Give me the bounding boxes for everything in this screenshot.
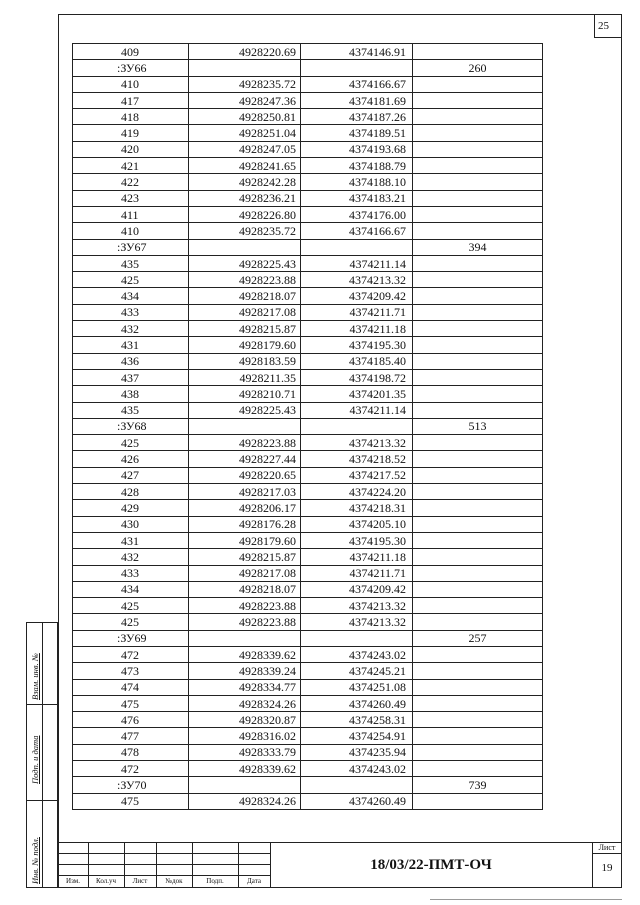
parcel-name: :ЗУ67 [73, 239, 189, 255]
table-row [73, 516, 543, 532]
point-id: 422 [73, 174, 189, 190]
table-row [73, 158, 543, 174]
coord-y: 4374211.18 [301, 321, 413, 337]
coord-x: 4928217.08 [189, 565, 301, 581]
cell-empty [413, 435, 543, 451]
coord-x: 4928339.62 [189, 761, 301, 777]
point-id: 426 [73, 451, 189, 467]
cell-empty [189, 777, 301, 793]
title-block-label: Изм. [66, 877, 80, 885]
coord-y: 4374195.30 [301, 337, 413, 353]
cell-empty [413, 679, 543, 695]
sheet-label: Лист [598, 843, 616, 852]
table-row [73, 141, 543, 157]
point-id: 409 [73, 44, 189, 60]
coord-x: 4928334.77 [189, 679, 301, 695]
point-id: 425 [73, 598, 189, 614]
coord-y: 4374181.69 [301, 92, 413, 108]
coord-y: 4374211.71 [301, 565, 413, 581]
title-block-label: Кол.уч [96, 877, 116, 885]
point-id: 433 [73, 565, 189, 581]
point-id: 410 [73, 76, 189, 92]
point-id: 419 [73, 125, 189, 141]
title-block-label: Лист [132, 877, 148, 885]
parcel-area: 257 [413, 630, 543, 646]
table-row [73, 369, 543, 385]
coord-x: 4928250.81 [189, 109, 301, 125]
point-id: 427 [73, 467, 189, 483]
coord-x: 4928235.72 [189, 223, 301, 239]
cell-empty [301, 239, 413, 255]
document-code: 18/03/22-ПМТ-ОЧ [370, 856, 492, 873]
title-block-label: Дата [247, 877, 261, 885]
coord-x: 4928247.36 [189, 92, 301, 108]
point-id: 434 [73, 581, 189, 597]
parcel-area: 394 [413, 239, 543, 255]
table-row [73, 646, 543, 662]
cell-empty [413, 549, 543, 565]
table-row [73, 663, 543, 679]
coord-y: 4374218.52 [301, 451, 413, 467]
cell-empty [413, 141, 543, 157]
coordinates-table [72, 43, 543, 810]
page-number: 25 [598, 20, 609, 32]
cell-empty [413, 223, 543, 239]
table-row [73, 451, 543, 467]
table-row [73, 435, 543, 451]
point-id: 431 [73, 532, 189, 548]
point-id: 478 [73, 744, 189, 760]
cell-empty [413, 321, 543, 337]
table-row [73, 712, 543, 728]
coord-x: 4928339.62 [189, 646, 301, 662]
cell-empty [413, 190, 543, 206]
point-id: 425 [73, 614, 189, 630]
cell-empty [413, 369, 543, 385]
cell-empty [301, 630, 413, 646]
table-row [73, 125, 543, 141]
table-row [73, 190, 543, 206]
coord-x: 4928215.87 [189, 549, 301, 565]
table-row [73, 532, 543, 548]
coord-x: 4928176.28 [189, 516, 301, 532]
table-row [73, 321, 543, 337]
cell-empty [413, 712, 543, 728]
cell-empty [413, 793, 543, 809]
coord-x: 4928247.05 [189, 141, 301, 157]
point-id: 476 [73, 712, 189, 728]
cell-empty [413, 761, 543, 777]
coord-y: 4374211.14 [301, 255, 413, 271]
point-id: 472 [73, 646, 189, 662]
coord-y: 4374183.21 [301, 190, 413, 206]
table-row [73, 500, 543, 516]
scan-edge-line [430, 899, 622, 900]
point-id: 433 [73, 304, 189, 320]
parcel-row [73, 239, 543, 255]
point-id: 437 [73, 369, 189, 385]
coord-y: 4374188.10 [301, 174, 413, 190]
side-stamp-divider [42, 622, 43, 888]
point-id: 417 [73, 92, 189, 108]
cell-empty [413, 581, 543, 597]
cell-empty [413, 467, 543, 483]
cell-empty [189, 239, 301, 255]
table-row [73, 76, 543, 92]
cell-empty [413, 272, 543, 288]
coord-x: 4928210.71 [189, 386, 301, 402]
parcel-row [73, 777, 543, 793]
table-row [73, 206, 543, 222]
cell-empty [189, 630, 301, 646]
coord-x: 4928218.07 [189, 288, 301, 304]
cell-empty [301, 60, 413, 76]
title-block-label: Подп. [206, 877, 224, 885]
coord-y: 4374245.21 [301, 663, 413, 679]
coord-y: 4374209.42 [301, 288, 413, 304]
coord-y: 4374218.31 [301, 500, 413, 516]
coord-y: 4374166.67 [301, 223, 413, 239]
table-row [73, 288, 543, 304]
cell-empty [413, 646, 543, 662]
table-row [73, 353, 543, 369]
table-row [73, 223, 543, 239]
coord-y: 4374188.79 [301, 158, 413, 174]
coord-y: 4374235.94 [301, 744, 413, 760]
parcel-name: :ЗУ66 [73, 60, 189, 76]
coord-y: 4374198.72 [301, 369, 413, 385]
coord-y: 4374260.49 [301, 695, 413, 711]
point-id: 435 [73, 255, 189, 271]
table-row [73, 679, 543, 695]
point-id: 425 [73, 272, 189, 288]
side-stamp-row-divider [26, 800, 58, 801]
table-row [73, 92, 543, 108]
cell-empty [413, 304, 543, 320]
cell-empty [189, 60, 301, 76]
point-id: 431 [73, 337, 189, 353]
title-block-label: №док [165, 877, 183, 885]
cell-empty [413, 109, 543, 125]
cell-empty [413, 44, 543, 60]
parcel-name: :ЗУ69 [73, 630, 189, 646]
coord-y: 4374211.71 [301, 304, 413, 320]
point-id: 472 [73, 761, 189, 777]
coord-y: 4374211.14 [301, 402, 413, 418]
coord-y: 4374205.10 [301, 516, 413, 532]
coord-x: 4928211.35 [189, 369, 301, 385]
coord-x: 4928179.60 [189, 337, 301, 353]
cell-empty [413, 158, 543, 174]
coord-y: 4374254.91 [301, 728, 413, 744]
coord-y: 4374187.26 [301, 109, 413, 125]
coord-x: 4928223.88 [189, 598, 301, 614]
table-row [73, 744, 543, 760]
side-stamp-row-divider [26, 704, 58, 705]
cell-empty [189, 418, 301, 434]
coord-x: 4928236.21 [189, 190, 301, 206]
cell-empty [413, 402, 543, 418]
side-label-podp: Подп. и дата [30, 735, 40, 784]
point-id: 432 [73, 549, 189, 565]
coord-y: 4374176.00 [301, 206, 413, 222]
cell-empty [413, 255, 543, 271]
coord-y: 4374224.20 [301, 484, 413, 500]
coord-x: 4928241.65 [189, 158, 301, 174]
coord-y: 4374201.35 [301, 386, 413, 402]
coord-x: 4928316.02 [189, 728, 301, 744]
coord-x: 4928217.03 [189, 484, 301, 500]
coord-y: 4374243.02 [301, 646, 413, 662]
point-id: 438 [73, 386, 189, 402]
point-id: 434 [73, 288, 189, 304]
coord-x: 4928215.87 [189, 321, 301, 337]
coord-y: 4374213.32 [301, 272, 413, 288]
coord-y: 4374193.68 [301, 141, 413, 157]
cell-empty [413, 614, 543, 630]
coord-y: 4374166.67 [301, 76, 413, 92]
point-id: 418 [73, 109, 189, 125]
coord-x: 4928206.17 [189, 500, 301, 516]
coord-x: 4928339.24 [189, 663, 301, 679]
side-label-inv: Инв. № подл. [30, 837, 40, 884]
point-id: 430 [73, 516, 189, 532]
coord-x: 4928220.69 [189, 44, 301, 60]
cell-empty [413, 516, 543, 532]
point-id: 420 [73, 141, 189, 157]
coord-y: 4374146.91 [301, 44, 413, 60]
coord-x: 4928220.65 [189, 467, 301, 483]
cell-empty [413, 337, 543, 353]
coord-y: 4374185.40 [301, 353, 413, 369]
coord-y: 4374211.18 [301, 549, 413, 565]
point-id: 477 [73, 728, 189, 744]
table-row [73, 174, 543, 190]
cell-empty [413, 174, 543, 190]
parcel-area: 513 [413, 418, 543, 434]
cell-empty [413, 125, 543, 141]
parcel-name: :ЗУ68 [73, 418, 189, 434]
cell-empty [413, 288, 543, 304]
table-row [73, 581, 543, 597]
point-id: 435 [73, 402, 189, 418]
cell-empty [413, 206, 543, 222]
table-row [73, 44, 543, 60]
coord-x: 4928223.88 [189, 614, 301, 630]
point-id: 428 [73, 484, 189, 500]
table-row [73, 109, 543, 125]
coord-x: 4928242.28 [189, 174, 301, 190]
parcel-name: :ЗУ70 [73, 777, 189, 793]
point-id: 429 [73, 500, 189, 516]
table-row [73, 484, 543, 500]
coord-x: 4928179.60 [189, 532, 301, 548]
table-row [73, 549, 543, 565]
cell-empty [413, 484, 543, 500]
coord-y: 4374213.32 [301, 614, 413, 630]
coord-x: 4928225.43 [189, 255, 301, 271]
cell-empty [413, 76, 543, 92]
coord-x: 4928324.26 [189, 793, 301, 809]
cell-empty [413, 565, 543, 581]
table-row [73, 304, 543, 320]
coord-y: 4374213.32 [301, 435, 413, 451]
table-row [73, 761, 543, 777]
cell-empty [413, 92, 543, 108]
cell-empty [413, 744, 543, 760]
coord-x: 4928324.26 [189, 695, 301, 711]
table-row [73, 402, 543, 418]
table-row [73, 695, 543, 711]
coord-x: 4928223.88 [189, 435, 301, 451]
table-row [73, 793, 543, 809]
table-row [73, 598, 543, 614]
point-id: 425 [73, 435, 189, 451]
coord-x: 4928183.59 [189, 353, 301, 369]
cell-empty [413, 500, 543, 516]
point-id: 411 [73, 206, 189, 222]
cell-empty [413, 663, 543, 679]
table-row [73, 467, 543, 483]
point-id: 423 [73, 190, 189, 206]
coord-y: 4374209.42 [301, 581, 413, 597]
coord-x: 4928218.07 [189, 581, 301, 597]
side-label-vzam: Взам. инв. № [30, 653, 40, 700]
table-row [73, 386, 543, 402]
cell-empty [301, 418, 413, 434]
coord-x: 4928223.88 [189, 272, 301, 288]
coord-x: 4928320.87 [189, 712, 301, 728]
coord-y: 4374260.49 [301, 793, 413, 809]
cell-empty [413, 386, 543, 402]
coord-y: 4374251.08 [301, 679, 413, 695]
cell-empty [301, 777, 413, 793]
table-row [73, 565, 543, 581]
point-id: 475 [73, 793, 189, 809]
coord-x: 4928251.04 [189, 125, 301, 141]
table-row [73, 255, 543, 271]
coord-y: 4374217.52 [301, 467, 413, 483]
cell-empty [413, 728, 543, 744]
point-id: 474 [73, 679, 189, 695]
cell-empty [413, 451, 543, 467]
coord-x: 4928227.44 [189, 451, 301, 467]
point-id: 473 [73, 663, 189, 679]
cell-empty [413, 532, 543, 548]
coord-x: 4928333.79 [189, 744, 301, 760]
parcel-row [73, 630, 543, 646]
parcel-row [73, 418, 543, 434]
coord-y: 4374213.32 [301, 598, 413, 614]
point-id: 436 [73, 353, 189, 369]
parcel-row [73, 60, 543, 76]
coord-y: 4374189.51 [301, 125, 413, 141]
coord-y: 4374258.31 [301, 712, 413, 728]
coord-y: 4374195.30 [301, 532, 413, 548]
coord-y: 4374243.02 [301, 761, 413, 777]
parcel-area: 260 [413, 60, 543, 76]
parcel-area: 739 [413, 777, 543, 793]
cell-empty [413, 695, 543, 711]
coord-x: 4928217.08 [189, 304, 301, 320]
table-row [73, 728, 543, 744]
table-row [73, 272, 543, 288]
point-id: 410 [73, 223, 189, 239]
table-row [73, 337, 543, 353]
point-id: 432 [73, 321, 189, 337]
sheet-box-row [592, 853, 622, 854]
coord-x: 4928226.80 [189, 206, 301, 222]
sheet-number: 19 [601, 862, 613, 874]
coord-x: 4928235.72 [189, 76, 301, 92]
point-id: 475 [73, 695, 189, 711]
cell-empty [413, 353, 543, 369]
cell-empty [413, 598, 543, 614]
coord-x: 4928225.43 [189, 402, 301, 418]
point-id: 421 [73, 158, 189, 174]
table-row [73, 614, 543, 630]
